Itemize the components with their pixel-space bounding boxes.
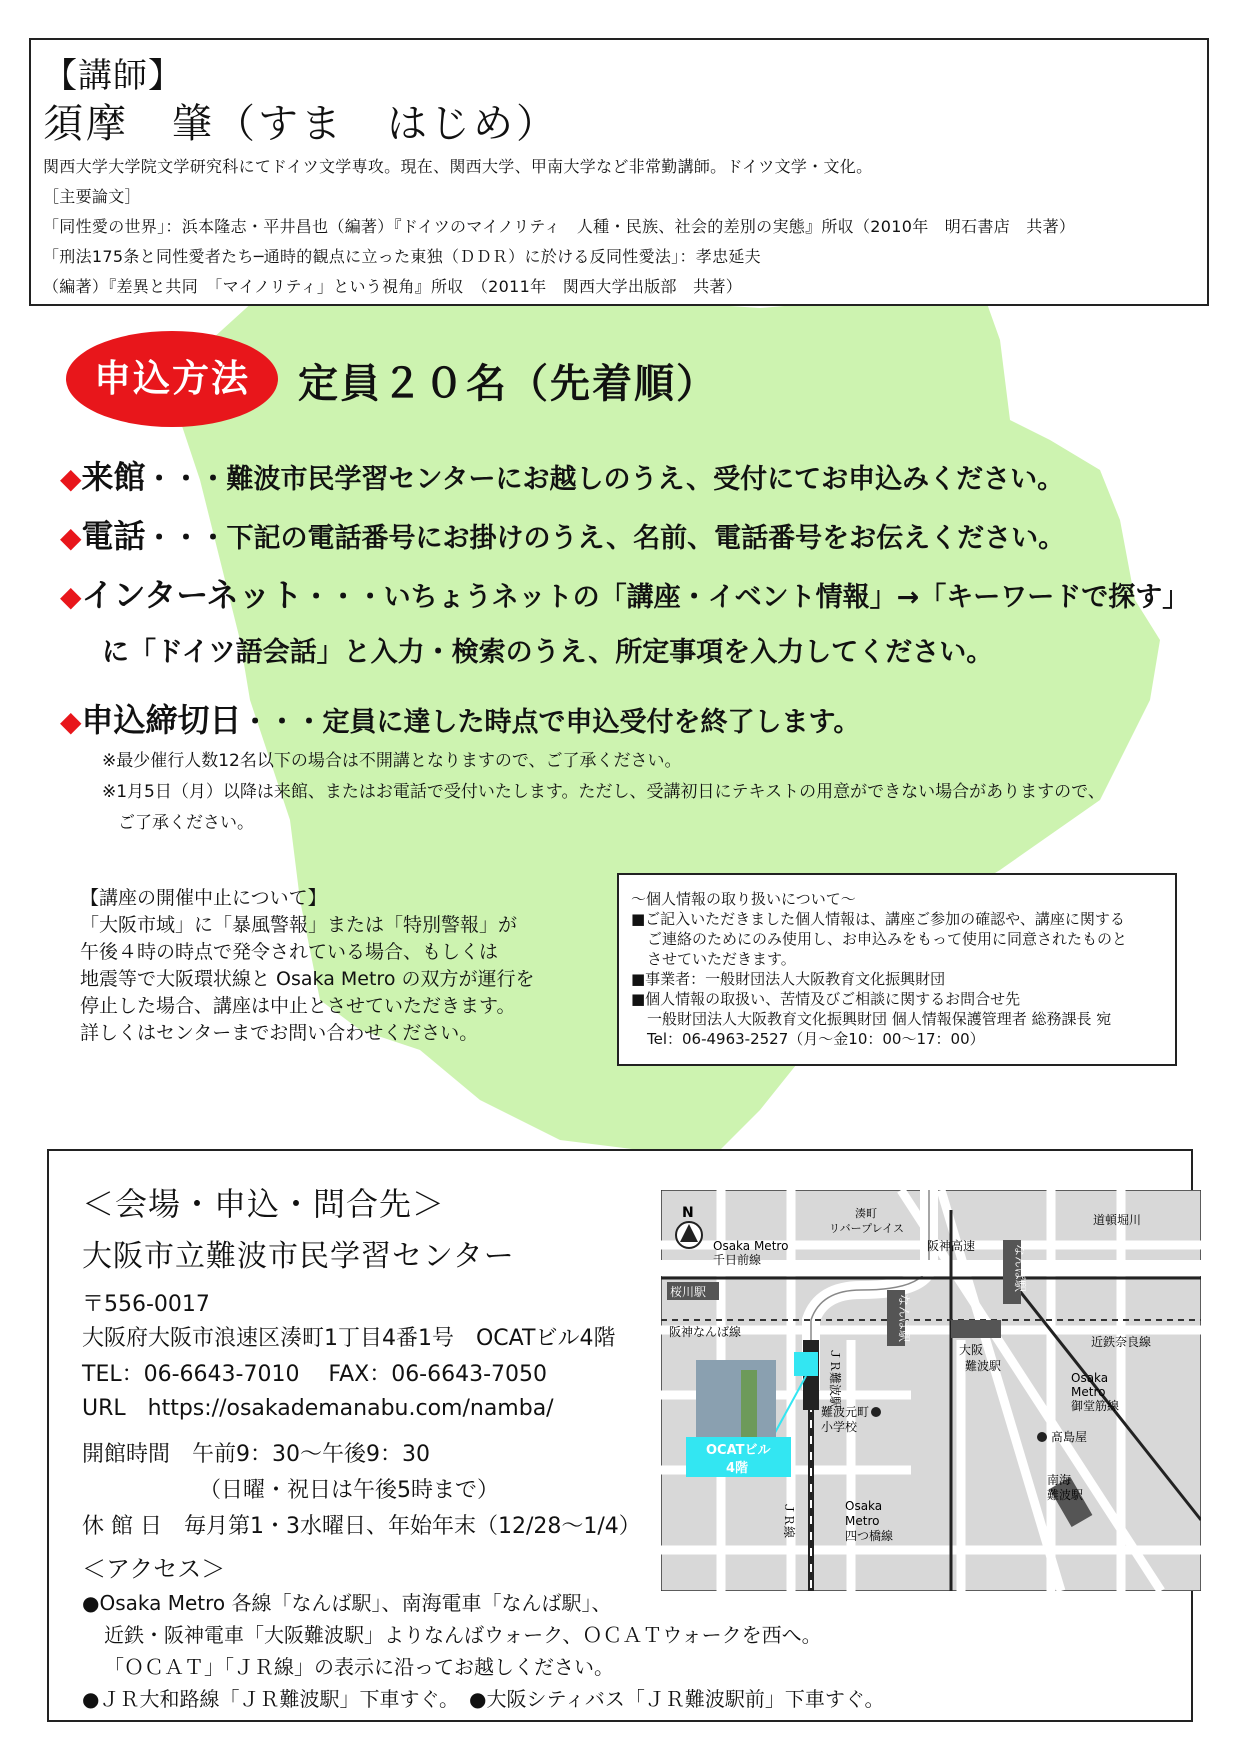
map-label: 道頓堀川 (1093, 1213, 1142, 1227)
privacy-line: ご連絡のためにのみ使用し、お申込みをもって使用に同意されたものと (647, 930, 1128, 948)
map-label: リバープレイス (829, 1222, 905, 1235)
privacy-line: 一般財団法人大阪教育文化振興財団 個人情報保護管理者 総務課長 宛 (647, 1010, 1112, 1028)
map-label: 湊町 (855, 1207, 877, 1220)
visit-text: ・・・難波市民学習センターにお越しのうえ、受付にてお申込みください。 (145, 464, 1065, 495)
map-label: Osaka (845, 1499, 883, 1513)
privacy-line: ■ご記入いただきました個人情報は、講座ご参加の確認や、講座に関する (631, 910, 1125, 928)
map-label: Osaka (1071, 1371, 1109, 1385)
red-diamond-icon: ◆ (60, 462, 82, 495)
access-line: 「ＯＣＡＴ」「ＪＲ線」の表示に沿ってお越しください。 (104, 1655, 614, 1679)
internet-text: ・・・いちょうネットの「講座・イベント情報」→「キーワードで探す」 (302, 582, 1190, 613)
cancellation-line: 午後４時の時点で発令されている場合、もしくは (80, 941, 499, 963)
venue-closed: 休 館 日 毎月第1・3水曜日、年始年末（12/28～1/4） (82, 1514, 641, 1539)
map-label: 桜川駅 (670, 1285, 707, 1299)
map-label: OCATビル (706, 1443, 771, 1458)
internet-text-2: に「ドイツ語会話」と入力・検索のうえ、所定事項を入力してください。 (102, 637, 994, 668)
deadline-text: ・・・定員に達した時点で申込受付を終了します。 (241, 707, 861, 738)
cancellation-notice (80, 885, 534, 1047)
access-line: ●ＪＲ大和路線「ＪＲ難波駅」下車すぐ。 ●大阪シティバス「ＪＲ難波駅前」下車すぐ。 (82, 1687, 885, 1711)
map-label: 千日前線 (713, 1253, 762, 1267)
map-label: Metro (1071, 1385, 1106, 1399)
venue-address: 大阪府大阪市浪速区湊町1丁目4番1号 OCATビル4階 (82, 1326, 616, 1351)
venue-box (47, 1149, 1193, 1722)
note-jan5-continued: ご了承ください。 (118, 813, 254, 833)
map-label: 御堂筋線 (1071, 1399, 1120, 1413)
access-line: ●Osaka Metro 各線「なんば駅」、南海電車「なんば駅」、 (82, 1591, 612, 1615)
red-diamond-icon: ◆ (60, 580, 82, 613)
map-label: 阪神高速 (927, 1239, 976, 1253)
instructor-name: 須摩 肇（すま はじめ） (43, 101, 559, 147)
map-label: 難波駅 (1047, 1488, 1084, 1502)
bullet-internet-continued (102, 630, 993, 669)
paper-2-line-1: 「刑法175条と同性愛者たち─通時的観点に立った東独（ＤＤＲ）に於ける反同性愛法」：孝忠延夫 (43, 247, 761, 266)
access-line: 近鉄・阪神電車「大阪難波駅」よりなんばウォーク、ＯＣＡＴウォークを西へ。 (104, 1623, 822, 1647)
map-label: 難波元町 (821, 1405, 870, 1419)
map-label: Metro (845, 1514, 880, 1528)
bullet-phone (60, 511, 1065, 557)
papers-heading: ［主要論文］ (43, 187, 141, 206)
map-label: 大阪 (959, 1343, 984, 1357)
instructor-box (29, 38, 1209, 306)
venue-name: 大阪市立難波市民学習センター (82, 1239, 515, 1274)
venue-tel-fax: TEL：06-6643-7010 FAX：06-6643-7050 (82, 1362, 548, 1387)
access-heading: ＜アクセス＞ (82, 1555, 226, 1583)
venue-hours: 開館時間 午前9：30～午後9：30 (82, 1442, 430, 1467)
bullet-internet (60, 570, 1189, 616)
phone-label: 電話 (81, 517, 146, 555)
bullet-deadline (60, 695, 860, 741)
instructor-bio: 関西大学大学院文学研究科にてドイツ文学専攻。現在、関西大学、甲南大学など非常勤講師。ドイツ文学・文化。 (43, 157, 873, 176)
venue-heading: ＜会場・申込・問合先＞ (82, 1185, 446, 1223)
cancellation-line: 「大阪市域」に「暴風警報」または「特別警報」が (80, 914, 518, 936)
paper-1: 「同性愛の世界」：浜本隆志・平井昌也（編著）『ドイツのマイノリティ 人種・民族、社会的差別の実態』所収（2010年 明石書店 共著） (43, 217, 1076, 236)
map-label: ＪＲ難波駅 (828, 1348, 842, 1409)
cancellation-line: 停止した場合、講座は中止とさせていただきます。 (80, 995, 516, 1017)
map-north-label: N (682, 1205, 694, 1221)
privacy-line: ■個人情報の取扱い、苦情及びご相談に関するお問合せ先 (631, 990, 1021, 1008)
map-label: 近鉄奈良線 (1091, 1335, 1152, 1349)
map-label: ＪＲ線 (782, 1502, 796, 1539)
cancellation-line: 地震等で大阪環状線と Osaka Metro の双方が運行を (80, 968, 535, 990)
map-label: なんば駅 (1013, 1244, 1027, 1293)
access-map (661, 1190, 1201, 1591)
internet-label: インターネット (81, 576, 303, 614)
note-minimum: ※最少催行人数12名以下の場合は不開講となりますので、ご了承ください。 (102, 751, 682, 771)
map-label: なんば駅 (897, 1294, 911, 1343)
privacy-line: ■事業者：一般財団法人大阪教育文化振興財団 (631, 970, 946, 988)
map-label: 小学校 (821, 1420, 858, 1434)
deadline-label: 申込締切日 (81, 701, 242, 739)
apply-method-badge: 申込方法 (66, 331, 278, 427)
bullet-visit (60, 452, 1064, 498)
map-label: 阪神なんば線 (669, 1325, 742, 1339)
paper-2-line-2: （編著）『差異と共同 「マイノリティ」という視角』所収 （2011年 関西大学出版部 共著） (43, 277, 742, 296)
red-diamond-icon: ◆ (60, 521, 82, 554)
privacy-line: させていただきます。 (647, 950, 796, 968)
privacy-heading: ～個人情報の取り扱いについて～ (631, 890, 856, 908)
cancellation-line: 詳しくはセンターまでお問い合わせください。 (80, 1022, 479, 1044)
map-label: 4階 (726, 1461, 749, 1476)
visit-label: 来館 (81, 458, 146, 496)
note-jan5: ※1月5日（月）以降は来館、またはお電話で受付いたします。ただし、受講初日にテキストの用意ができない場合がありますので、 (102, 782, 1105, 802)
privacy-line: Tel：06-4963-2527（月～金10：00～17：00） (647, 1030, 985, 1048)
cancellation-heading: 【講座の開催中止について】 (80, 887, 327, 909)
map-label: 髙島屋 (1051, 1430, 1088, 1444)
instructor-heading: 【講師】 (43, 56, 183, 96)
map-label: Osaka Metro (713, 1239, 789, 1253)
map-label: 四つ橋線 (845, 1529, 894, 1543)
phone-text: ・・・下記の電話番号にお掛けのうえ、名前、電話番号をお伝えください。 (145, 523, 1066, 554)
red-diamond-icon: ◆ (60, 705, 82, 738)
venue-postal: 〒556-0017 (82, 1292, 210, 1317)
venue-url[interactable]: URL https://osakademanabu.com/namba/ (82, 1396, 554, 1421)
capacity-text: 定員２０名（先着順） (298, 361, 718, 407)
venue-hours-note: （日曜・祝日は午後5時まで） (199, 1478, 499, 1503)
map-label: 難波駅 (965, 1359, 1002, 1373)
map-label: 南海 (1047, 1473, 1072, 1487)
privacy-box (617, 873, 1177, 1066)
